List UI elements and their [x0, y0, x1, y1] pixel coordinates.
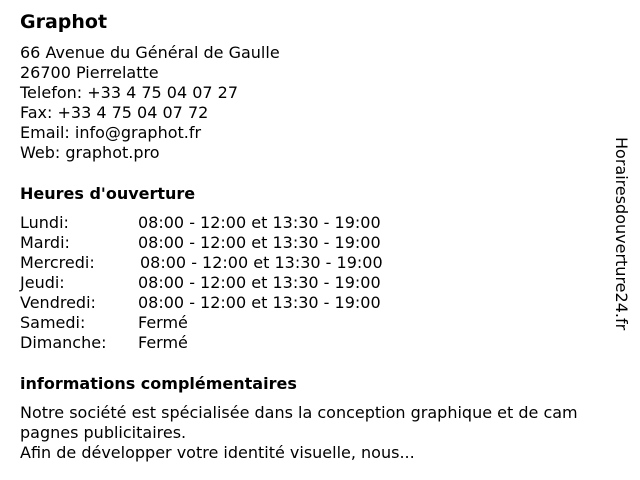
- day-label: Vendredi:: [20, 293, 96, 312]
- contact-block: [20, 43, 280, 163]
- day-hours: Fermé: [138, 313, 188, 332]
- day-hours: Fermé: [138, 333, 188, 352]
- opening-hours-heading: Heures d'ouverture: [20, 184, 196, 203]
- description-line: Notre société est spécialisée dans la conception graphique et de cam: [20, 403, 578, 422]
- address-street: 66 Avenue du Général de Gaulle: [20, 43, 280, 62]
- day-label: Dimanche:: [20, 333, 107, 352]
- website-link[interactable]: Web: graphot.pro: [20, 143, 160, 162]
- fax-number: Fax: +33 4 75 04 07 72: [20, 103, 209, 122]
- site-watermark: Horairesdouverture24.fr: [612, 137, 631, 331]
- business-name: Graphot: [20, 11, 108, 33]
- day-label: Mardi:: [20, 233, 70, 252]
- day-label: Mercredi:: [20, 253, 95, 272]
- day-hours: 08:00 - 12:00 et 13:30 - 19:00: [140, 253, 383, 272]
- description-text: [20, 403, 620, 463]
- day-hours: 08:00 - 12:00 et 13:30 - 19:00: [138, 233, 381, 252]
- description-line: pagnes publicitaires.: [20, 423, 187, 442]
- day-hours: 08:00 - 12:00 et 13:30 - 19:00: [138, 293, 381, 312]
- day-label: Jeudi:: [20, 273, 65, 292]
- email-address[interactable]: Email: info@graphot.fr: [20, 123, 202, 142]
- description-line: Afin de développer votre identité visuelle, nous...: [20, 443, 415, 462]
- address-city: 26700 Pierrelatte: [20, 63, 159, 82]
- additional-info-heading: informations complémentaires: [20, 374, 297, 393]
- day-label: Lundi:: [20, 213, 69, 232]
- day-hours: 08:00 - 12:00 et 13:30 - 19:00: [138, 273, 381, 292]
- phone-number[interactable]: Telefon: +33 4 75 04 07 27: [20, 83, 239, 102]
- day-hours: 08:00 - 12:00 et 13:30 - 19:00: [138, 213, 381, 232]
- day-label: Samedi:: [20, 313, 86, 332]
